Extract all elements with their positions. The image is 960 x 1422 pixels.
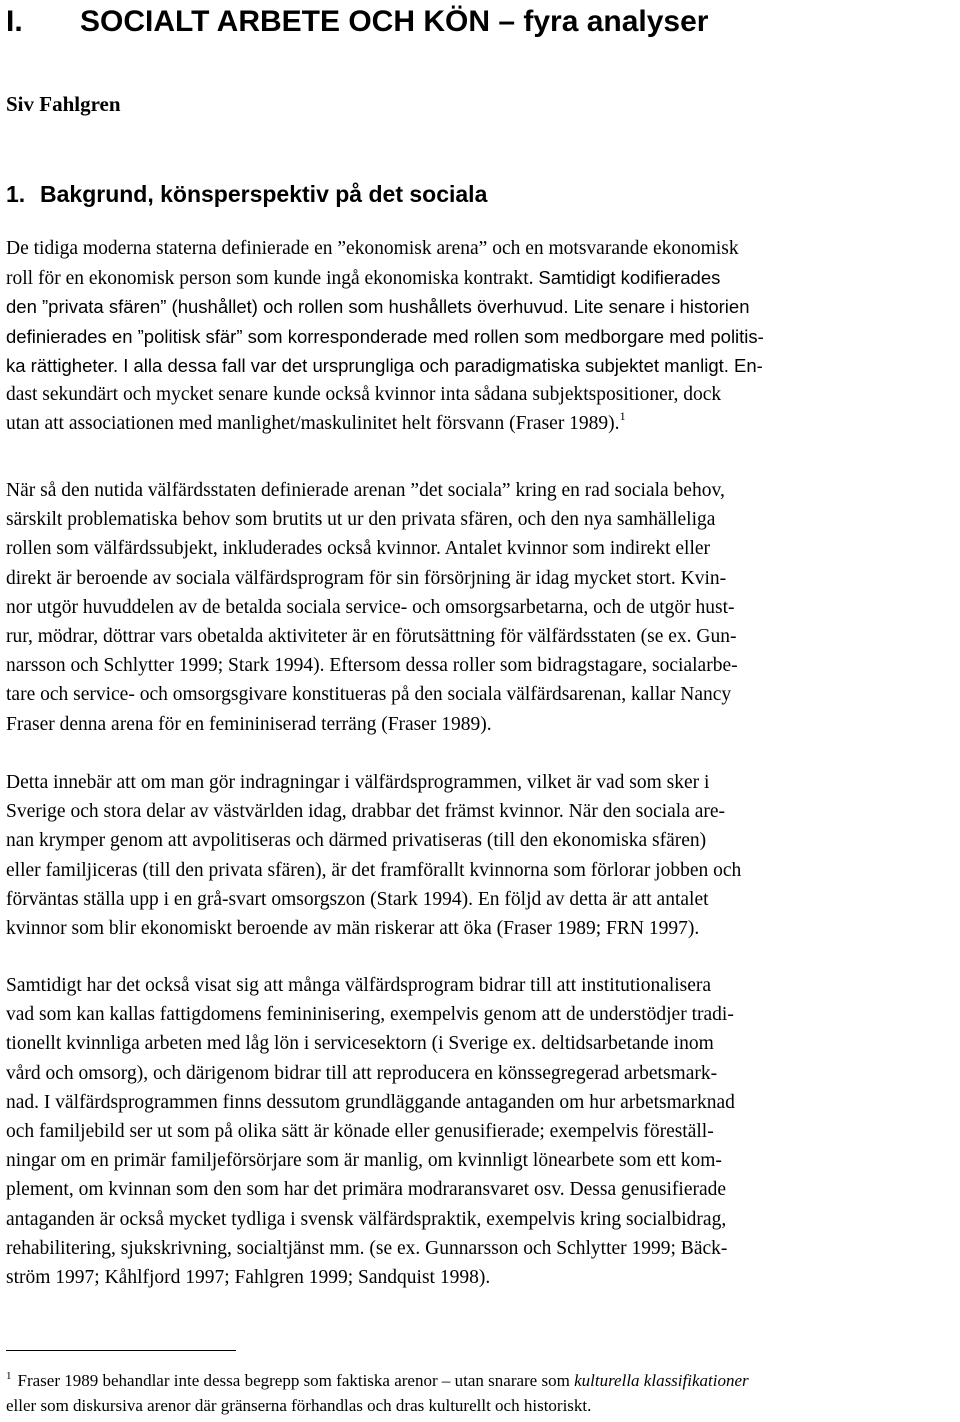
text-line: rehabilitering, sjukskrivning, socialtjänst mm. (se ex. Gunnarsson och Schlytter 1999; Bäck- bbox=[6, 1237, 728, 1259]
text-line: Detta innebär att om man gör indragningar i välfärdsprogrammen, vilket är vad som sker i bbox=[6, 772, 710, 793]
paragraph-1 bbox=[6, 234, 956, 438]
text-line bbox=[6, 409, 956, 438]
text-line: nor utgör huvuddelen av de betalda sociala service- och omsorgsarbetarna, och de utgör hust- bbox=[6, 596, 735, 618]
text-line-part: roll för en ekonomisk person som kunde ingå ekonomiska kontrakt. bbox=[6, 268, 539, 290]
text-line: När så den nutida välfärdsstaten definierade arenan ”det sociala” kring en rad sociala behov, bbox=[6, 480, 725, 501]
footnote-line bbox=[6, 1369, 956, 1394]
text-line: rollen som välfärdssubjekt, inkluderades också kvinnor. Antalet kvinnor som indirekt eller bbox=[6, 538, 711, 560]
text-line: nad. I välfärdsprogrammen finns dessutom grundläggande antaganden om hur arbetsmarknad bbox=[6, 1091, 735, 1113]
section-heading bbox=[6, 178, 487, 210]
text-line: ka rättigheter. I alla dessa fall var det ursprungliga och paradigmatiska subjektet manligt. En- bbox=[6, 354, 763, 376]
chapter-title bbox=[6, 4, 708, 40]
paragraph-3 bbox=[6, 768, 956, 943]
text-line: och familjebild ser ut som på olika sätt är könade eller genusifierade; exempelvis föreställ- bbox=[6, 1120, 714, 1142]
text-line: särskilt problematiska behov som brutits ut ur den privata sfären, och den nya samhälleliga bbox=[6, 509, 716, 531]
paragraph-2 bbox=[6, 476, 956, 739]
paragraph-4 bbox=[6, 971, 956, 1292]
footnote bbox=[6, 1369, 956, 1418]
text-line: dast sekundärt och mycket senare kunde också kvinnor inta sådana subjektspositioner, dock bbox=[6, 383, 722, 405]
footnote-emphasis: kulturella klassifikationer bbox=[574, 1371, 749, 1390]
text-line: antaganden är också mycket tydliga i svensk välfärdspraktik, exempelvis kring socialbidrag, bbox=[6, 1208, 727, 1230]
chapter-number: I. bbox=[6, 5, 23, 38]
text-line: rur, mödrar, döttrar vars obetalda aktiviteter är en förutsättning för välfärdsstaten (se ex. Gun- bbox=[6, 625, 737, 647]
text-line: definierades en ”politisk sfär” som korresponderade med rollen som medborgare med politis- bbox=[6, 325, 764, 347]
text-line: vård och omsorg), och därigenom bidrar till att reproducera en könssegregerad arbetsmark- bbox=[6, 1062, 718, 1084]
footnote-divider bbox=[6, 1350, 236, 1351]
chapter-title-text: SOCIALT ARBETE OCH KÖN – fyra analyser bbox=[80, 5, 709, 38]
author-name: Siv Fahlgren bbox=[6, 92, 121, 116]
text-line: ström 1997; Kåhlfjord 1997; Fahlgren 1999; Sandquist 1998). bbox=[6, 1266, 491, 1288]
text-line: tare och service- och omsorgsgivare konstitueras på den sociala välfärdsarenan, kallar Nancy bbox=[6, 684, 732, 706]
text-line: förväntas ställa upp i en grå-svart omsorgszon (Stark 1994). En följd av detta är att antalet bbox=[6, 888, 709, 910]
footnote-text: Fraser 1989 behandlar inte dessa begrepp som faktiska arenor – utan snarare som bbox=[17, 1371, 575, 1390]
text-line: Sverige och stora delar av västvärlden idag, drabbar det främst kvinnor. När den sociala are- bbox=[6, 801, 726, 823]
text-line: Samtidigt har det också visat sig att många välfärdsprogram bidrar till att institutionalisera bbox=[6, 975, 712, 996]
text-line: ningar om en primär familjeförsörjare som är manlig, om kvinnligt lönearbete som ett kom- bbox=[6, 1150, 722, 1172]
text-line: kvinnor som blir ekonomiskt beroende av män riskerar att öka (Fraser 1989; FRN 1997). bbox=[6, 917, 700, 939]
text-line-part: Samtidigt kodifierades bbox=[538, 267, 721, 289]
text-line-part: utan att associationen med manlighet/maskulinitet helt försvann (Fraser 1989). bbox=[6, 413, 620, 435]
text-line: De tidiga moderna staterna definierade en ”ekonomisk arena” och en motsvarande ekonomisk bbox=[6, 238, 739, 259]
text-line: direkt är beroende av sociala välfärdsprogram för sin försörjning är idag mycket stort. Kvin- bbox=[6, 567, 727, 589]
footnote-line: eller som diskursiva arenor där gränserna förhandlas och dras kulturellt och historiskt. bbox=[6, 1395, 592, 1415]
text-line: nan krymper genom att avpolitiseras och därmed privatiseras (till den ekonomiska sfären) bbox=[6, 830, 707, 852]
text-line: Fraser denna arena för en femininiserad terräng (Fraser 1989). bbox=[6, 713, 492, 735]
section-number: 1. bbox=[6, 181, 26, 207]
text-line: tionellt kvinnliga arbeten med låg lön i servicesektorn (i Sverige ex. deltidsarbetande inom bbox=[6, 1033, 714, 1055]
text-line: eller familjiceras (till den privata sfären), är det framförallt kvinnorna som förlorar jobben och bbox=[6, 859, 742, 881]
text-line bbox=[6, 263, 956, 292]
footnote-reference[interactable]: 1 bbox=[619, 409, 626, 424]
text-line: vad som kan kallas fattigdomens femininisering, exempelvis genom att de understödjer tradi- bbox=[6, 1004, 734, 1026]
section-heading-text: Bakgrund, könsperspektiv på det sociala bbox=[40, 181, 488, 207]
text-line: narsson och Schlytter 1999; Stark 1994). Eftersom dessa roller som bidragstagare, socialarbe- bbox=[6, 655, 738, 677]
text-line: plement, om kvinnan som den som har det primära modraransvaret osv. Dessa genusifierade bbox=[6, 1179, 727, 1201]
footnote-number: 1 bbox=[6, 1370, 12, 1382]
text-line: den ”privata sfären” (hushållet) och rollen som hushållets överhuvud. Lite senare i historien bbox=[6, 296, 750, 318]
